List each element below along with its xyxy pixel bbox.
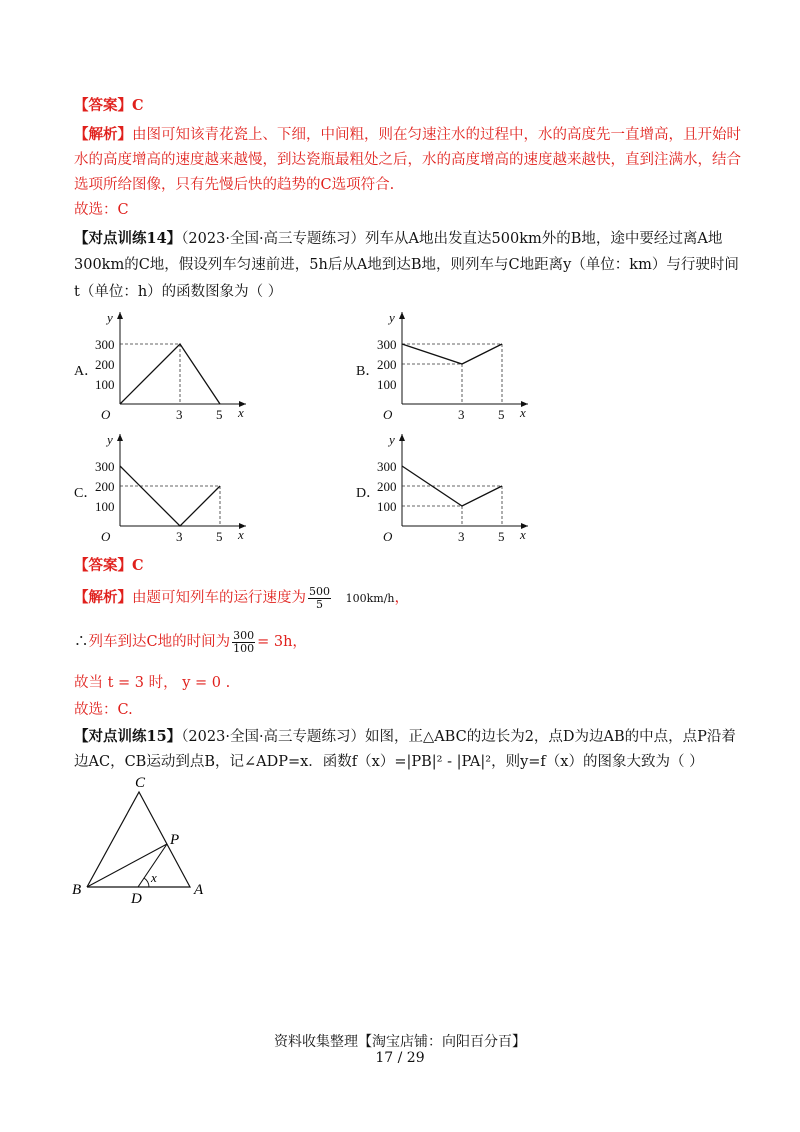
q14-so: 故当 t = 3 时， y = 0 . bbox=[74, 675, 231, 691]
q13-analysis-line2: 水的高度增高的速度越来越慢，到达瓷瓶最粗处之后，水的高度增高的速度越来越快，直到注满水，结合 bbox=[74, 152, 741, 168]
x-axis-label: x bbox=[520, 527, 526, 542]
q14-analysis-speed: 【解析】由题可知列车的运行速度为 $\frac{500}{5}$ 100km/h， bbox=[74, 584, 409, 611]
q13-analysis-line3: 选项所给图像，只有先慢后快的趋势的C选项符合. bbox=[74, 177, 395, 193]
chart-option-a bbox=[88, 306, 258, 426]
y-tick-label: 100 bbox=[95, 377, 115, 392]
origin-label: O bbox=[101, 529, 111, 544]
y-axis-arrow bbox=[117, 312, 123, 319]
y-tick-label: 200 bbox=[95, 357, 115, 372]
y-tick-label: 100 bbox=[377, 499, 397, 514]
y-axis-label: y bbox=[107, 432, 113, 447]
y-tick-label: 300 bbox=[377, 459, 397, 474]
option-c-label: C． bbox=[74, 486, 98, 501]
x-tick-label: 3 bbox=[458, 407, 465, 422]
q15-line2: 边AC，CB运动到点B，记∠ADP=x．函数f（x）=|PB|² - |PA|²，则y=f（x）的图象大致为（ ） bbox=[74, 754, 704, 770]
y-axis-arrow bbox=[117, 434, 123, 441]
y-tick-label: 200 bbox=[95, 479, 115, 494]
option-a-label: A． bbox=[74, 364, 99, 379]
x-axis-label: x bbox=[520, 405, 526, 420]
angle-x-arc bbox=[144, 878, 149, 887]
y-tick-label: 300 bbox=[377, 337, 397, 352]
y-axis-label: y bbox=[389, 310, 395, 325]
q13-analysis-line1: 【解析】由图可知该青花瓷上、下细，中间粗，则在匀速注水的过程中，水的高度先一直增高，且开始时 bbox=[74, 126, 741, 143]
origin-label: O bbox=[383, 407, 393, 422]
time-fraction: $\frac{300}{100}$ bbox=[233, 628, 255, 655]
q15-line1: 【对点训练15】（2023·全国·高三专题练习）如图，正△ABC的边长为2，点D为边AB的中点，点P沿着 bbox=[74, 728, 736, 745]
x-tick-label: 3 bbox=[176, 407, 183, 422]
label-b: B bbox=[72, 882, 82, 898]
series-line bbox=[402, 344, 502, 364]
x-tick-label: 5 bbox=[498, 407, 505, 422]
q14-line1: 【对点训练14】（2023·全国·高三专题练习）列车从A地出发直达500km外的B地，途中要经过离A地 bbox=[74, 230, 723, 247]
speed-fraction: $\frac{500}{5}$ bbox=[309, 584, 330, 611]
x-axis-label: x bbox=[238, 405, 244, 420]
footer-source: 资料收集整理【淘宝店铺：向阳百分百】 bbox=[274, 1034, 526, 1050]
origin-label: O bbox=[383, 529, 393, 544]
series-line bbox=[120, 344, 220, 404]
q14-analysis-time: ∴列车到达C地的时间为 $\frac{300}{100}$ = 3h， bbox=[74, 628, 307, 655]
triangle-figure bbox=[70, 770, 220, 910]
x-tick-label: 3 bbox=[458, 529, 465, 544]
footer-page-number: 17 / 29 bbox=[375, 1050, 425, 1066]
q13-choose: 故选：C bbox=[74, 202, 129, 218]
y-tick-label: 100 bbox=[377, 377, 397, 392]
x-tick-label: 5 bbox=[498, 529, 505, 544]
label-d: D bbox=[131, 891, 142, 907]
label-x: x bbox=[151, 870, 157, 885]
q13-answer: 【答案】C bbox=[74, 97, 144, 114]
option-d-label: D． bbox=[356, 486, 381, 501]
q14-choose: 故选：C. bbox=[74, 702, 133, 718]
y-tick-label: 100 bbox=[95, 499, 115, 514]
x-tick-label: 5 bbox=[216, 529, 223, 544]
y-axis-label: y bbox=[107, 310, 113, 325]
y-tick-label: 300 bbox=[95, 459, 115, 474]
y-axis-arrow bbox=[399, 312, 405, 319]
chart-option-c bbox=[88, 428, 258, 548]
origin-label: O bbox=[101, 407, 111, 422]
x-tick-label: 5 bbox=[216, 407, 223, 422]
y-tick-label: 200 bbox=[377, 357, 397, 372]
chart-option-d bbox=[370, 428, 540, 548]
label-a: A bbox=[194, 882, 204, 898]
q14-line3: t（单位：h）的函数图象为（ ） bbox=[74, 284, 283, 300]
chart-option-b bbox=[370, 306, 540, 426]
q14-line2: 300km的C地，假设列车匀速前进，5h后从A地到达B地，则列车与C地距离y（单位：km）与行驶时间 bbox=[74, 257, 739, 273]
label-c: C bbox=[135, 775, 146, 791]
y-axis-arrow bbox=[399, 434, 405, 441]
x-axis-label: x bbox=[238, 527, 244, 542]
y-tick-label: 200 bbox=[377, 479, 397, 494]
x-tick-label: 3 bbox=[176, 529, 183, 544]
y-axis-label: y bbox=[389, 432, 395, 447]
q14-answer: 【答案】C bbox=[74, 557, 144, 574]
y-tick-label: 300 bbox=[95, 337, 115, 352]
label-p: P bbox=[170, 832, 180, 848]
option-b-label: B． bbox=[356, 364, 380, 379]
series-line bbox=[120, 466, 220, 526]
